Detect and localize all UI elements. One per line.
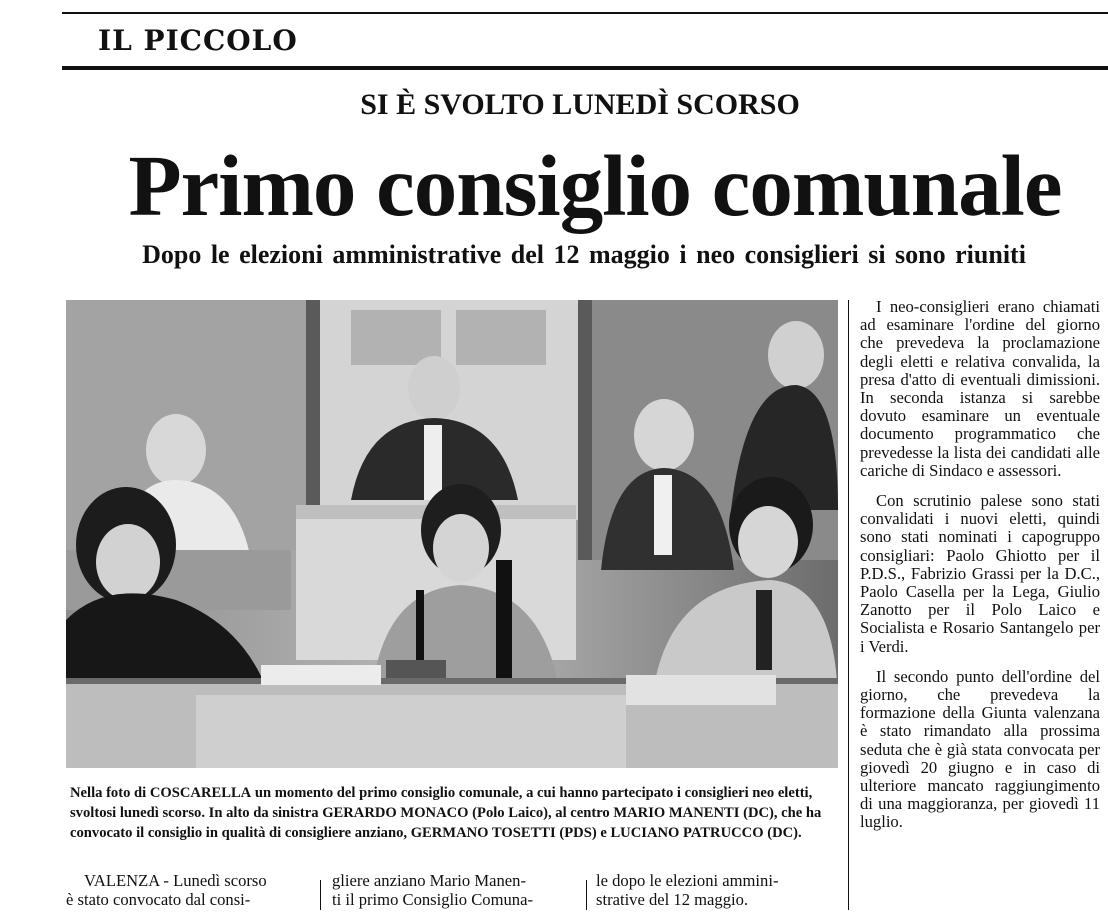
newspaper-masthead: IL PICCOLO — [98, 24, 298, 57]
caption-text: un momento del primo consiglio comunale, a cui hanno partecipato i consiglieri neo eletti, svoltosi lunedì scorso. In alto da sinistra — [70, 785, 813, 821]
caption-text: Nella foto di — [70, 785, 150, 801]
column-divider — [586, 880, 587, 910]
caption-photographer: COSCARELLA — [149, 785, 252, 801]
body-column-2 — [332, 872, 582, 909]
caption-text: (Polo Laico), al centro — [468, 804, 614, 821]
caption-text: (DC), che ha convocato il consiglio in qualità di consigliere anziano, — [70, 804, 822, 841]
paragraph: Il secondo punto dell'ordine del giorno, che prevedeva la formazione della Giunta valenzana è stato rimandato alla prossima seduta che è già stata convocata per giovedì 20 giugno e in caso di ulteriore mancato raggiungimento di una maggioranza, per giovedì 11 luglio. — [860, 666, 1100, 832]
paragraph: Con scrutinio palese sono stati convalidati i nuovi eletti, quindi sono stati nominati i capogruppo consigliari: Paolo Ghiotto per il P.D.S., Fabrizio Grassi per la D.C., Paolo Casella per la Lega, Giulio Zanotto per il Polo Laico e Socialista e Rosario Santangelo per i Verdi. — [860, 491, 1100, 656]
article-subheadline: Dopo le elezioni amministrative del 12 maggio i neo consiglieri si sono riuniti — [142, 240, 1026, 269]
body-line: è stato convocato dal consi- — [66, 889, 251, 909]
caption-text: (DC). — [763, 824, 802, 841]
body-line: le dopo le elezioni ammini- — [596, 871, 779, 890]
caption-text: (PDS) e — [555, 824, 611, 841]
masthead-rule — [62, 66, 1108, 70]
top-rule — [62, 12, 1108, 14]
body-column-1 — [66, 872, 306, 909]
caption-person: GERARDO MONACO — [322, 804, 469, 821]
photo-illustration — [66, 300, 838, 768]
article-kicker: SI È SVOLTO LUNEDÌ SCORSO — [360, 88, 800, 121]
body-line: gliere anziano Mario Manen- — [332, 871, 526, 890]
caption-person: LUCIANO PATRUCCO — [610, 824, 764, 841]
body-line: strative del 12 maggio. — [596, 889, 749, 909]
caption-person: GERMANO TOSETTI — [410, 824, 556, 841]
body-column-3 — [596, 872, 841, 909]
body-line: ti il primo Consiglio Comuna- — [332, 889, 533, 909]
photo-caption — [70, 784, 840, 843]
council-meeting-photo — [66, 300, 838, 768]
article-headline: Primo consiglio comunale — [128, 137, 1062, 234]
body-line: VALENZA - Lunedì scorso — [84, 871, 267, 890]
column-divider — [320, 880, 321, 910]
right-column-text — [860, 298, 1100, 844]
caption-person: MARIO MANENTI — [613, 804, 740, 821]
paragraph: I neo-consiglieri erano chiamati ad esaminare l'ordine del giorno che prevedeva la proclamazione degli eletti e relativa convalida, la presa d'atto di eventuali dimissioni. In seconda istanza si sarebbe dovuto esaminare un eventuale documento programmatico che prevedesse la lista dei candidati alle cariche di Sindaco e assessori. — [860, 297, 1100, 480]
column-divider — [848, 300, 849, 910]
